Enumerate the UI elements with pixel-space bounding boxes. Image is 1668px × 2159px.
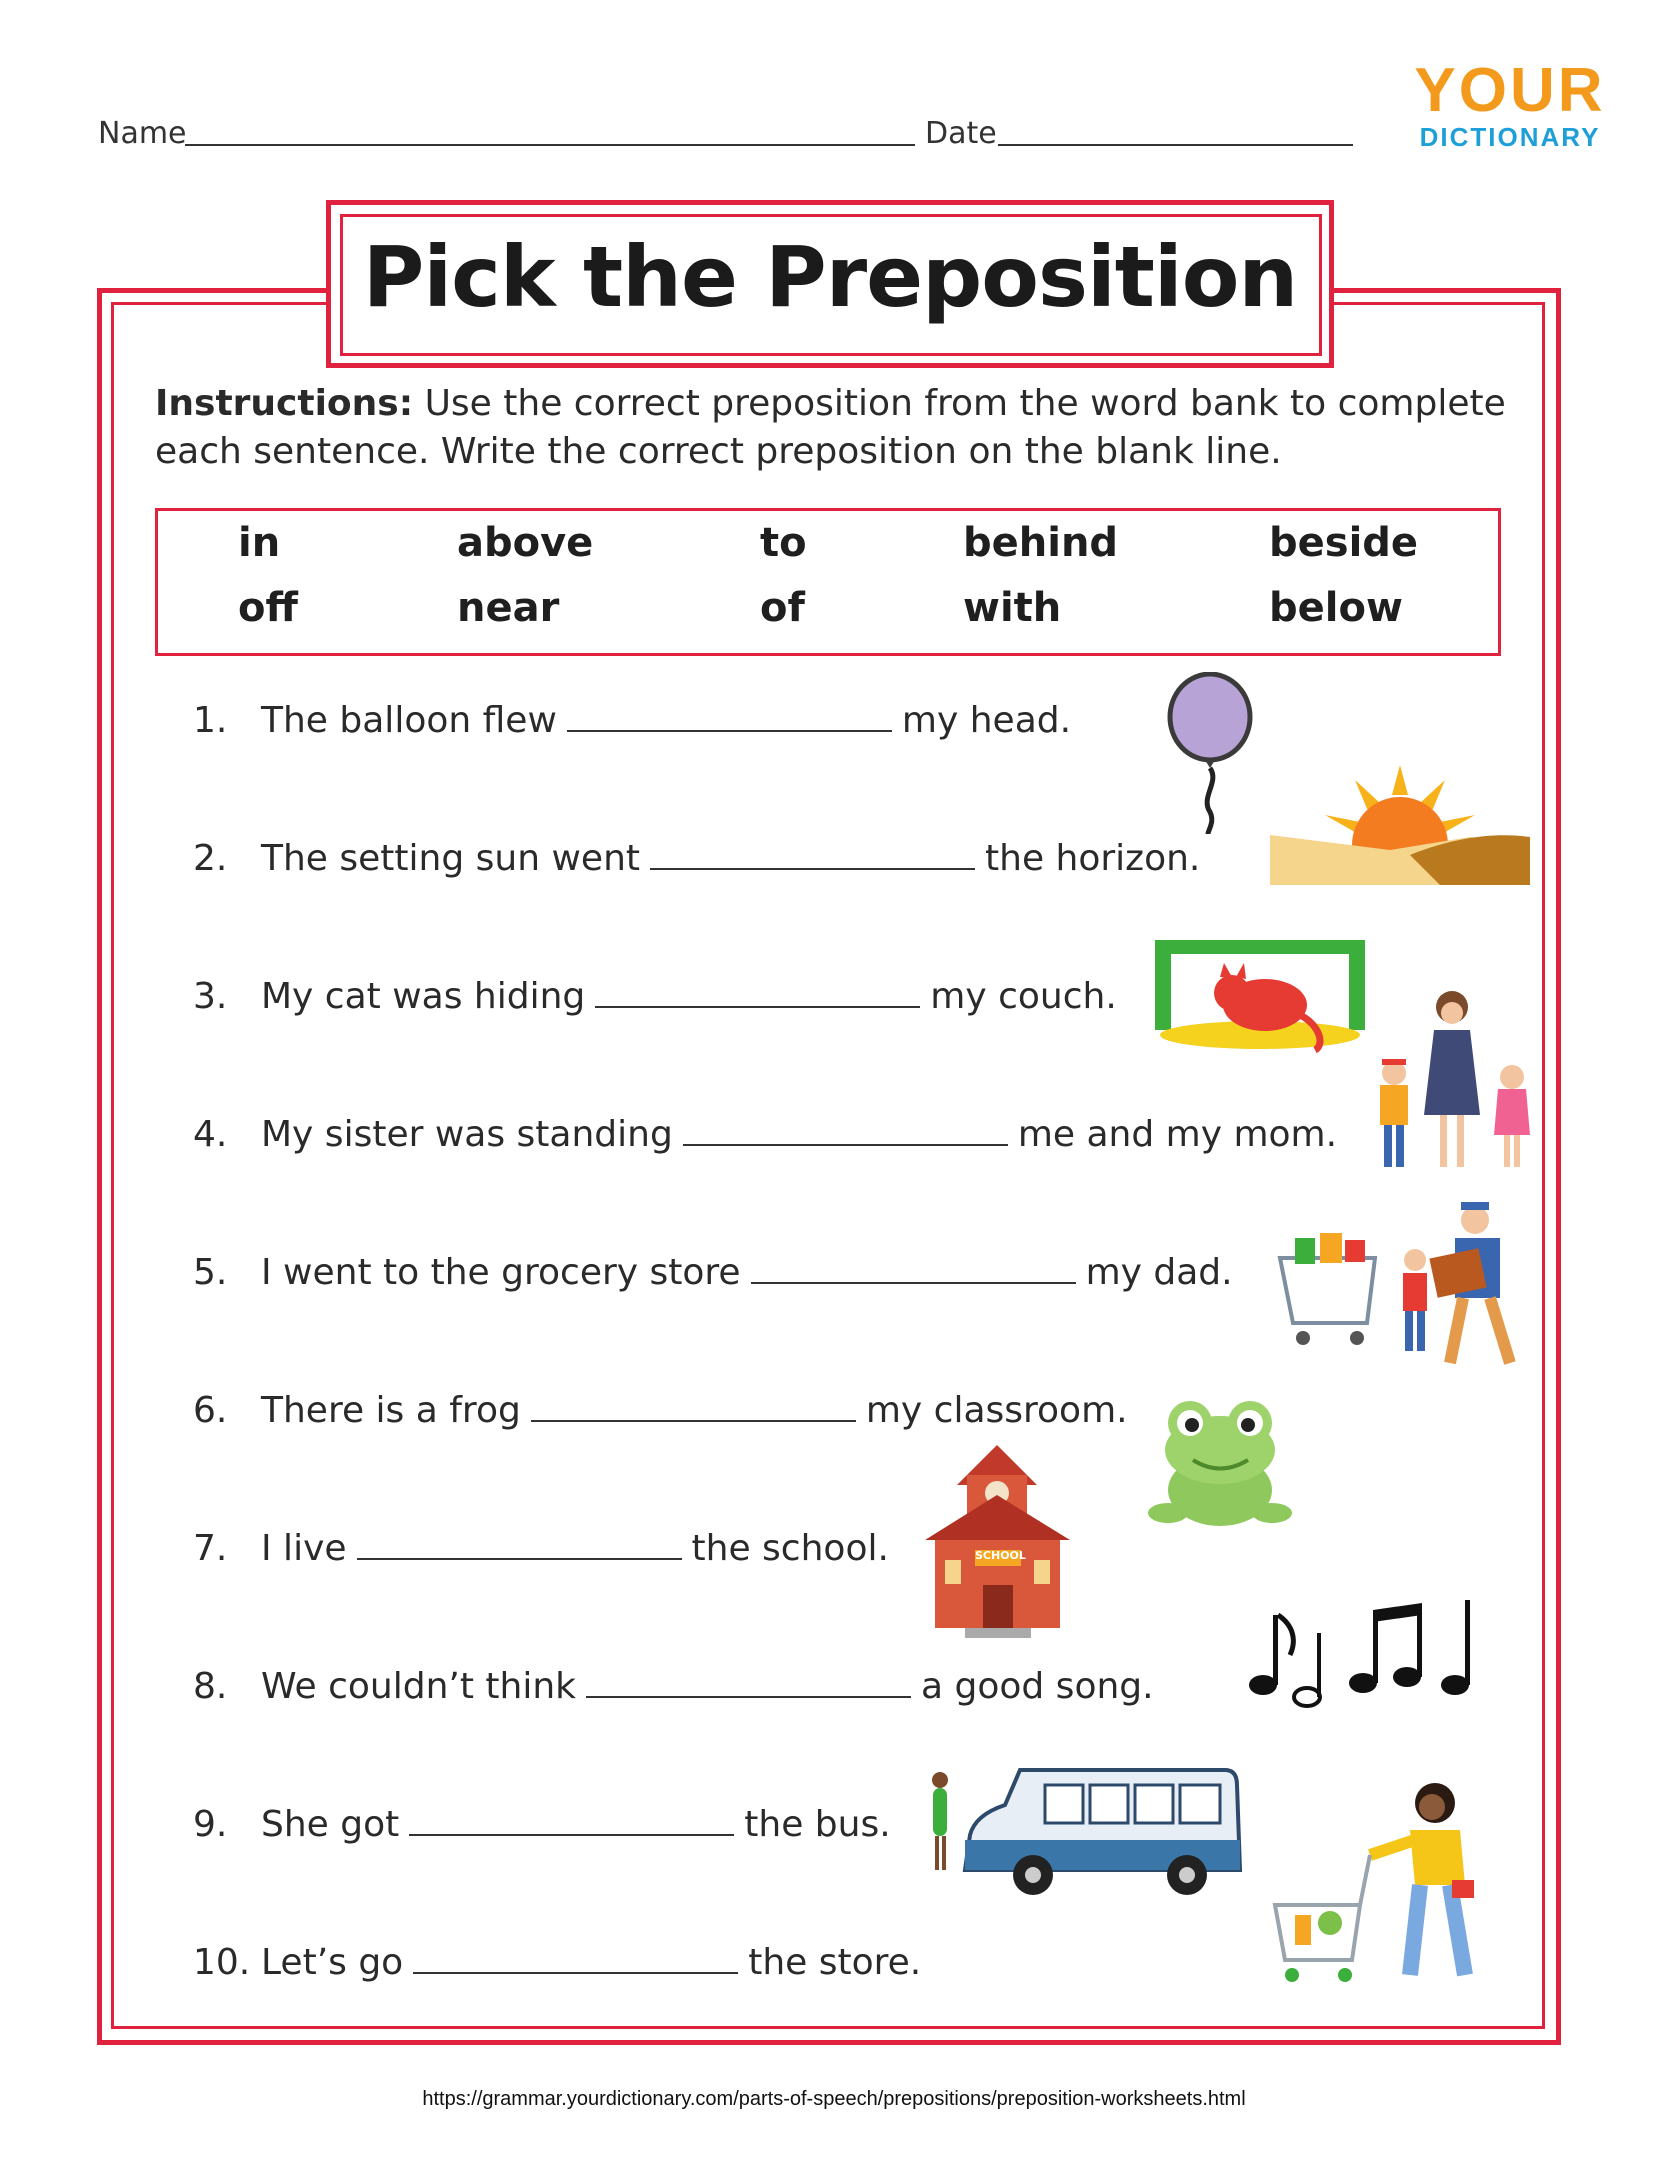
question-number: 4. (193, 1114, 228, 1155)
answer-blank[interactable] (683, 1110, 1008, 1146)
question-number: 7. (193, 1528, 228, 1569)
date-field[interactable] (998, 118, 1353, 146)
music-notes-icon (1245, 1595, 1485, 1715)
question-number: 5. (193, 1252, 228, 1293)
word-bank-word: in (238, 520, 281, 566)
question-5 (193, 1248, 1233, 1293)
question-number: 10. (193, 1942, 251, 1983)
question-8 (193, 1662, 1154, 1707)
question-number: 9. (193, 1804, 228, 1845)
question-6 (193, 1386, 1128, 1431)
couch-cat-icon (1150, 935, 1370, 1055)
question-text-before: We couldn’t think (261, 1666, 576, 1707)
instructions-line-1: Use the correct preposition from the word bank to complete (413, 383, 1506, 424)
question-number: 2. (193, 838, 228, 879)
answer-blank[interactable] (409, 1800, 734, 1836)
question-number: 1. (193, 700, 228, 741)
question-number: 8. (193, 1666, 228, 1707)
question-number: 3. (193, 976, 228, 1017)
logo-top-text: YOUR (1414, 56, 1606, 125)
instructions-line-2: each sentence. Write the correct preposition on the blank line. (155, 431, 1282, 472)
name-label: Name (98, 116, 187, 151)
frog-icon (1148, 1395, 1293, 1530)
word-bank-word: below (1269, 585, 1403, 631)
question-text-before: The balloon flew (261, 700, 557, 741)
grocery-family-icon (1275, 1198, 1530, 1378)
school-icon (925, 1445, 1070, 1640)
instructions (155, 380, 1535, 476)
question-text-before: My sister was standing (261, 1114, 673, 1155)
question-10 (193, 1938, 921, 1983)
answer-blank[interactable] (586, 1662, 911, 1698)
answer-blank[interactable] (567, 696, 892, 732)
school-illustration (925, 1445, 1070, 1640)
bus-icon (925, 1760, 1250, 1910)
page-title: Pick the Preposition (362, 228, 1298, 326)
question-7 (193, 1524, 889, 1569)
answer-blank[interactable] (595, 972, 920, 1008)
word-bank-word: of (760, 585, 805, 631)
instructions-label: Instructions: (155, 383, 414, 424)
question-text-after: me and my mom. (1017, 1114, 1338, 1155)
question-text-after: the horizon. (985, 838, 1201, 879)
word-bank-word: with (963, 585, 1062, 631)
question-text-after: my dad. (1085, 1252, 1233, 1293)
question-text-before: She got (261, 1804, 400, 1845)
question-1 (193, 696, 1071, 741)
question-text-before: Let’s go (261, 1942, 404, 1983)
word-bank-word: beside (1269, 520, 1419, 566)
question-number: 6. (193, 1390, 228, 1431)
logo-bottom-text: DICTIONARY (1419, 122, 1601, 152)
question-text-after: a good song. (920, 1666, 1154, 1707)
answer-blank[interactable] (531, 1386, 856, 1422)
shopper-icon (1270, 1775, 1495, 2000)
answer-blank[interactable] (650, 834, 975, 870)
question-text-after: the bus. (744, 1804, 891, 1845)
answer-blank[interactable] (357, 1524, 682, 1560)
question-text-before: I went to the grocery store (261, 1252, 741, 1293)
question-text-after: my classroom. (865, 1390, 1128, 1431)
sunset-icon (1270, 765, 1530, 885)
question-text-before: There is a frog (261, 1390, 521, 1431)
name-field[interactable] (185, 118, 915, 146)
yourdictionary-logo[interactable] (1395, 55, 1625, 165)
question-text-before: I live (261, 1528, 347, 1569)
question-text-after: the store. (748, 1942, 922, 1983)
word-bank-word: behind (963, 520, 1119, 566)
question-text-after: my couch. (930, 976, 1117, 1017)
date-label: Date (925, 116, 997, 151)
question-2 (193, 834, 1200, 879)
question-text-before: My cat was hiding (261, 976, 586, 1017)
word-bank-word: off (238, 585, 298, 631)
question-text-after: the school. (691, 1528, 889, 1569)
question-text-before: The setting sun went (261, 838, 641, 879)
source-url[interactable]: https://grammar.yourdictionary.com/parts-of-speech/prepositions/preposition-worksheets.html (422, 2088, 1246, 2110)
answer-blank[interactable] (751, 1248, 1076, 1284)
question-text-after: my head. (901, 700, 1072, 741)
family-icon (1372, 985, 1532, 1175)
question-3 (193, 972, 1117, 1017)
question-4 (193, 1110, 1337, 1155)
question-9 (193, 1800, 891, 1845)
answer-blank[interactable] (413, 1938, 738, 1974)
word-bank-word: to (760, 520, 807, 566)
school-sign-text: SCHOOL (975, 1549, 1026, 1562)
balloon-icon (1160, 672, 1260, 842)
word-bank-word: near (457, 585, 560, 631)
word-bank-word: above (457, 520, 594, 566)
